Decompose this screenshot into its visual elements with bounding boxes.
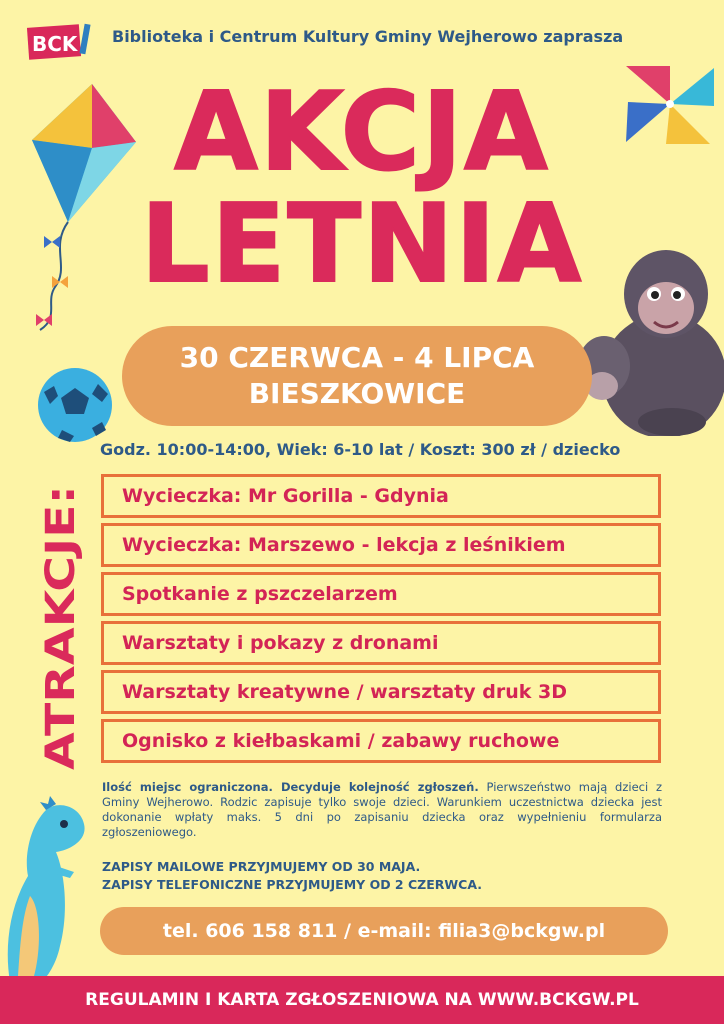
attraction-item: Warsztaty kreatywne / warsztaty druk 3D <box>101 670 661 714</box>
event-place: BIESZKOWICE <box>248 377 466 410</box>
notice-body: Pierwszeństwo mają dzieci z Gminy Wejherowo. Rodzic zapisuje tylko swoje dzieci. Warunkiem uczestnictwa dziecka jest dokonanie wpłaty maks. 5 dni po zapisaniu dziecka oraz wypełnieniu formularza zgłoszeniowego. <box>102 780 662 839</box>
attraction-item: Spotkanie z pszczelarzem <box>101 572 661 616</box>
title-line-2: LETNIA <box>140 182 584 307</box>
event-date-pill <box>122 326 592 426</box>
attraction-item: Ognisko z kiełbaskami / zabawy ruchowe <box>101 719 661 763</box>
attraction-item: Warsztaty i pokazy z dronami <box>101 621 661 665</box>
gorilla-illustration <box>574 236 724 436</box>
signup-info <box>102 858 662 894</box>
signup-phone: ZAPISY TELEFONICZNE PRZYJMUJEMY OD 2 CZERWCA. <box>102 877 482 892</box>
bck-logo <box>26 20 96 62</box>
footer-banner: REGULAMIN I KARTA ZGŁOSZENIOWA NA WWW.BCKGW.PL <box>0 976 724 1024</box>
notice-text <box>102 780 662 840</box>
event-dates: 30 CZERWCA - 4 LIPCA <box>179 341 535 374</box>
attraction-item: Wycieczka: Marszewo - lekcja z leśnikiem <box>101 523 661 567</box>
ball-illustration <box>36 366 114 444</box>
signup-email: ZAPISY MAILOWE PRZYJMUJEMY OD 30 MAJA. <box>102 859 421 874</box>
attractions-list <box>101 474 661 768</box>
logo-text: BCK <box>32 32 78 56</box>
attractions-heading <box>30 480 86 770</box>
info-line: Godz. 10:00-14:00, Wiek: 6-10 lat / Koszt: 300 zł / dziecko <box>100 440 621 459</box>
dinosaur-illustration <box>0 796 92 982</box>
notice-bold: Ilość miejsc ograniczona. Decyduje kolejność zgłoszeń. <box>102 780 479 794</box>
attractions-heading-text: ATRAKCJE: <box>38 536 84 770</box>
organizer-text: Biblioteka i Centrum Kultury Gminy Wejherowo zaprasza <box>112 27 624 46</box>
title-line-1: AKCJA <box>174 70 550 195</box>
contact-pill: tel. 606 158 811 / e-mail: filia3@bckgw.pl <box>100 907 668 955</box>
attraction-item: Wycieczka: Mr Gorilla - Gdynia <box>101 474 661 518</box>
